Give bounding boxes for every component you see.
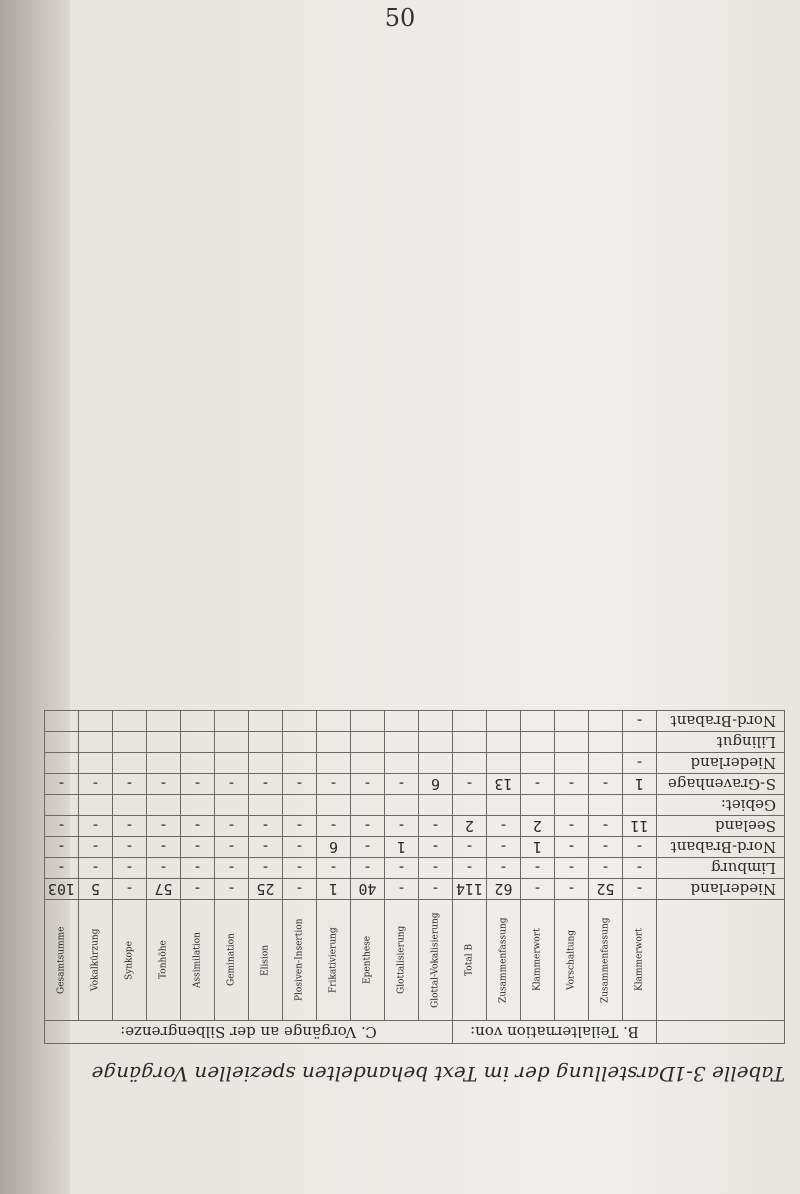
table-cell xyxy=(44,753,78,774)
column-header: Glottal-Vokalisierung xyxy=(418,900,452,1021)
table-cell xyxy=(384,732,418,753)
table-cell: - xyxy=(418,816,452,837)
table-cell xyxy=(146,795,180,816)
column-header: Vorschaltung xyxy=(555,900,589,1021)
table-cell: - xyxy=(452,858,486,879)
table-cell: - xyxy=(180,816,214,837)
table-row xyxy=(44,711,784,732)
caption-label: Tabelle 3-1 xyxy=(673,1062,785,1086)
column-header-corner xyxy=(657,900,785,1021)
table-cell: - xyxy=(555,858,589,879)
table-cell xyxy=(214,732,248,753)
table-cell: - xyxy=(78,816,112,837)
table-cell: - xyxy=(452,837,486,858)
table-cell: - xyxy=(487,858,521,879)
table-cell: 6 xyxy=(418,774,452,795)
table-cell: - xyxy=(78,858,112,879)
table-cell: - xyxy=(350,774,384,795)
table-cell xyxy=(589,753,623,774)
table-cell: - xyxy=(112,858,146,879)
table-cell: - xyxy=(112,816,146,837)
table-cell: - xyxy=(214,858,248,879)
table-cell: - xyxy=(282,879,316,900)
table-cell: - xyxy=(146,774,180,795)
table-cell: - xyxy=(112,774,146,795)
table-cell xyxy=(418,795,452,816)
table-cell: - xyxy=(589,837,623,858)
table-cell xyxy=(350,711,384,732)
table-cell: - xyxy=(248,837,282,858)
table-cell: - xyxy=(589,774,623,795)
table-cell: - xyxy=(146,816,180,837)
table-cell: 114 xyxy=(452,879,486,900)
table-cell: - xyxy=(316,858,350,879)
table-cell: - xyxy=(418,879,452,900)
table-cell: - xyxy=(180,837,214,858)
table-cell: - xyxy=(112,837,146,858)
table-cell xyxy=(589,711,623,732)
column-header: Zusammenfassung xyxy=(589,900,623,1021)
table-cell xyxy=(180,753,214,774)
table-cell: - xyxy=(282,816,316,837)
row-label: Seeland xyxy=(657,816,785,837)
table-cell xyxy=(452,795,486,816)
table-cell: - xyxy=(521,879,555,900)
table-cell: 6 xyxy=(316,837,350,858)
table-cell xyxy=(350,795,384,816)
table-cell xyxy=(487,753,521,774)
table-cell: - xyxy=(112,879,146,900)
table-cell: - xyxy=(555,879,589,900)
table-cell: - xyxy=(350,837,384,858)
table-cell xyxy=(146,753,180,774)
table-cell: - xyxy=(521,858,555,879)
table-cell: - xyxy=(521,774,555,795)
column-header: Tonhöhe xyxy=(146,900,180,1021)
table-cell xyxy=(44,732,78,753)
table-cell xyxy=(316,711,350,732)
table-cell: - xyxy=(623,753,657,774)
table-cell: - xyxy=(555,837,589,858)
table-cell: - xyxy=(350,858,384,879)
table-cell xyxy=(350,732,384,753)
row-label: Nord-Brabant xyxy=(657,837,785,858)
table-cell: - xyxy=(487,816,521,837)
table-row xyxy=(44,858,784,879)
table-cell xyxy=(248,795,282,816)
table-cell xyxy=(180,795,214,816)
table-cell xyxy=(214,753,248,774)
table-cell: - xyxy=(282,837,316,858)
column-header-row xyxy=(44,900,784,1021)
table-row xyxy=(44,837,784,858)
column-header: Elision xyxy=(248,900,282,1021)
table-cell xyxy=(78,795,112,816)
table-cell xyxy=(555,732,589,753)
table-cell: - xyxy=(180,879,214,900)
column-header: Gesamtsumme xyxy=(44,900,78,1021)
table-cell xyxy=(282,732,316,753)
row-label: Limburg xyxy=(657,858,785,879)
table-cell: - xyxy=(282,858,316,879)
table-cell xyxy=(521,711,555,732)
row-label: Niederland xyxy=(657,879,785,900)
table-cell xyxy=(214,795,248,816)
table-cell: 52 xyxy=(589,879,623,900)
table-cell xyxy=(112,795,146,816)
table-cell xyxy=(214,711,248,732)
table-cell: - xyxy=(623,879,657,900)
table-cell: 25 xyxy=(248,879,282,900)
table-row xyxy=(44,879,784,900)
table-cell xyxy=(316,753,350,774)
table-cell xyxy=(452,711,486,732)
table-cell xyxy=(316,795,350,816)
table-cell: - xyxy=(78,774,112,795)
table-cell xyxy=(146,732,180,753)
table-cell: - xyxy=(44,774,78,795)
table-cell: - xyxy=(180,774,214,795)
column-header: Klammerwort xyxy=(623,900,657,1021)
table-cell xyxy=(521,732,555,753)
table-cell: - xyxy=(384,816,418,837)
column-header: Klammerwort xyxy=(521,900,555,1021)
table-cell xyxy=(452,753,486,774)
table-cell xyxy=(418,732,452,753)
table-cell: - xyxy=(248,774,282,795)
table-cell xyxy=(487,795,521,816)
column-header: Zusammenfassung xyxy=(487,900,521,1021)
table-cell: - xyxy=(44,858,78,879)
group-c-header: C. Vorgänge an der Silbengrenze: xyxy=(44,1021,452,1044)
table-cell: - xyxy=(44,816,78,837)
table-cell xyxy=(146,711,180,732)
table-cell: - xyxy=(487,837,521,858)
table-cell xyxy=(418,753,452,774)
table-cell xyxy=(350,753,384,774)
table-body xyxy=(44,711,784,1021)
table-cell xyxy=(555,711,589,732)
table-row xyxy=(44,816,784,837)
table-cell: - xyxy=(589,858,623,879)
table-cell xyxy=(248,732,282,753)
table-cell: - xyxy=(146,837,180,858)
table-cell: - xyxy=(180,858,214,879)
table-cell: - xyxy=(316,774,350,795)
table-cell: - xyxy=(350,816,384,837)
table-cell: - xyxy=(214,816,248,837)
table-cell: 1 xyxy=(316,879,350,900)
table-cell: - xyxy=(623,711,657,732)
table-cell xyxy=(112,711,146,732)
table-cell: - xyxy=(418,837,452,858)
table-cell: 57 xyxy=(146,879,180,900)
table-cell xyxy=(180,732,214,753)
table-cell xyxy=(589,795,623,816)
column-header: Frikativierung xyxy=(316,900,350,1021)
page-number: 50 xyxy=(384,4,416,32)
table-cell: - xyxy=(384,879,418,900)
table-cell: - xyxy=(555,774,589,795)
table-cell: - xyxy=(146,858,180,879)
table-cell xyxy=(623,732,657,753)
group-b-header: B. Teilalternation von: xyxy=(452,1021,656,1044)
table-cell: - xyxy=(384,858,418,879)
table-row xyxy=(44,795,784,816)
table-cell: - xyxy=(214,879,248,900)
table-cell: 1 xyxy=(384,837,418,858)
table-cell xyxy=(282,753,316,774)
table-cell xyxy=(78,711,112,732)
table-cell xyxy=(487,732,521,753)
table-cell xyxy=(248,753,282,774)
table-cell: 5 xyxy=(78,879,112,900)
table-cell xyxy=(282,795,316,816)
table-cell xyxy=(555,753,589,774)
table-cell xyxy=(487,711,521,732)
column-header: Epenthese xyxy=(350,900,384,1021)
table-row xyxy=(44,732,784,753)
data-table xyxy=(44,710,785,1044)
table-cell xyxy=(44,795,78,816)
table-cell xyxy=(112,732,146,753)
table-cell xyxy=(384,711,418,732)
group-header-row xyxy=(44,1021,784,1044)
table-cell xyxy=(112,753,146,774)
table-cell xyxy=(78,753,112,774)
table-cell xyxy=(180,711,214,732)
table-cell: - xyxy=(384,774,418,795)
table-cell: 11 xyxy=(623,816,657,837)
table-cell xyxy=(316,732,350,753)
table-cell: - xyxy=(623,837,657,858)
table-cell: - xyxy=(248,816,282,837)
table-cell xyxy=(78,732,112,753)
column-header: Total B xyxy=(452,900,486,1021)
column-header: Plosiven-Insertion xyxy=(282,900,316,1021)
table-cell xyxy=(555,795,589,816)
column-header: Assimilation xyxy=(180,900,214,1021)
table-caption xyxy=(45,1046,785,1086)
row-label: S-Gravenhage xyxy=(657,774,785,795)
column-header: Glottalisierung xyxy=(384,900,418,1021)
table-cell xyxy=(248,711,282,732)
row-label: Niederland xyxy=(657,753,785,774)
table-cell: 103 xyxy=(44,879,78,900)
table-row xyxy=(44,774,784,795)
table-cell: - xyxy=(214,774,248,795)
table-cell: - xyxy=(78,837,112,858)
table-cell xyxy=(44,711,78,732)
table-cell xyxy=(384,753,418,774)
row-label: Lilingut xyxy=(657,732,785,753)
table-cell: 40 xyxy=(350,879,384,900)
table-cell: 1 xyxy=(521,837,555,858)
table-cell: 1 xyxy=(623,774,657,795)
corner-cell xyxy=(657,1021,785,1044)
table-cell: - xyxy=(555,816,589,837)
row-label: Nord-Brabant xyxy=(657,711,785,732)
table-cell: - xyxy=(452,774,486,795)
table-cell: - xyxy=(214,837,248,858)
table-cell: - xyxy=(44,837,78,858)
rotated-table-block xyxy=(45,60,785,1090)
table-cell xyxy=(589,732,623,753)
column-header: Synkope xyxy=(112,900,146,1021)
table-cell: 2 xyxy=(452,816,486,837)
caption-text: Darstellung der im Text behandelten speziellen Vorgänge xyxy=(91,1062,675,1086)
column-header: Vokalkürzung xyxy=(78,900,112,1021)
table-cell xyxy=(452,732,486,753)
table-cell: - xyxy=(418,858,452,879)
table-cell: - xyxy=(316,816,350,837)
table-cell: - xyxy=(623,858,657,879)
table-cell xyxy=(521,795,555,816)
table-cell: 62 xyxy=(487,879,521,900)
table-cell: 13 xyxy=(487,774,521,795)
column-header: Gemination xyxy=(214,900,248,1021)
table-cell: - xyxy=(248,858,282,879)
table-cell xyxy=(384,795,418,816)
table-row xyxy=(44,753,784,774)
table-cell xyxy=(623,795,657,816)
table-cell xyxy=(521,753,555,774)
table-cell: - xyxy=(589,816,623,837)
table-cell: 2 xyxy=(521,816,555,837)
table-cell xyxy=(418,711,452,732)
table-cell xyxy=(282,711,316,732)
row-label: Gebiet: xyxy=(657,795,785,816)
table-cell: - xyxy=(282,774,316,795)
